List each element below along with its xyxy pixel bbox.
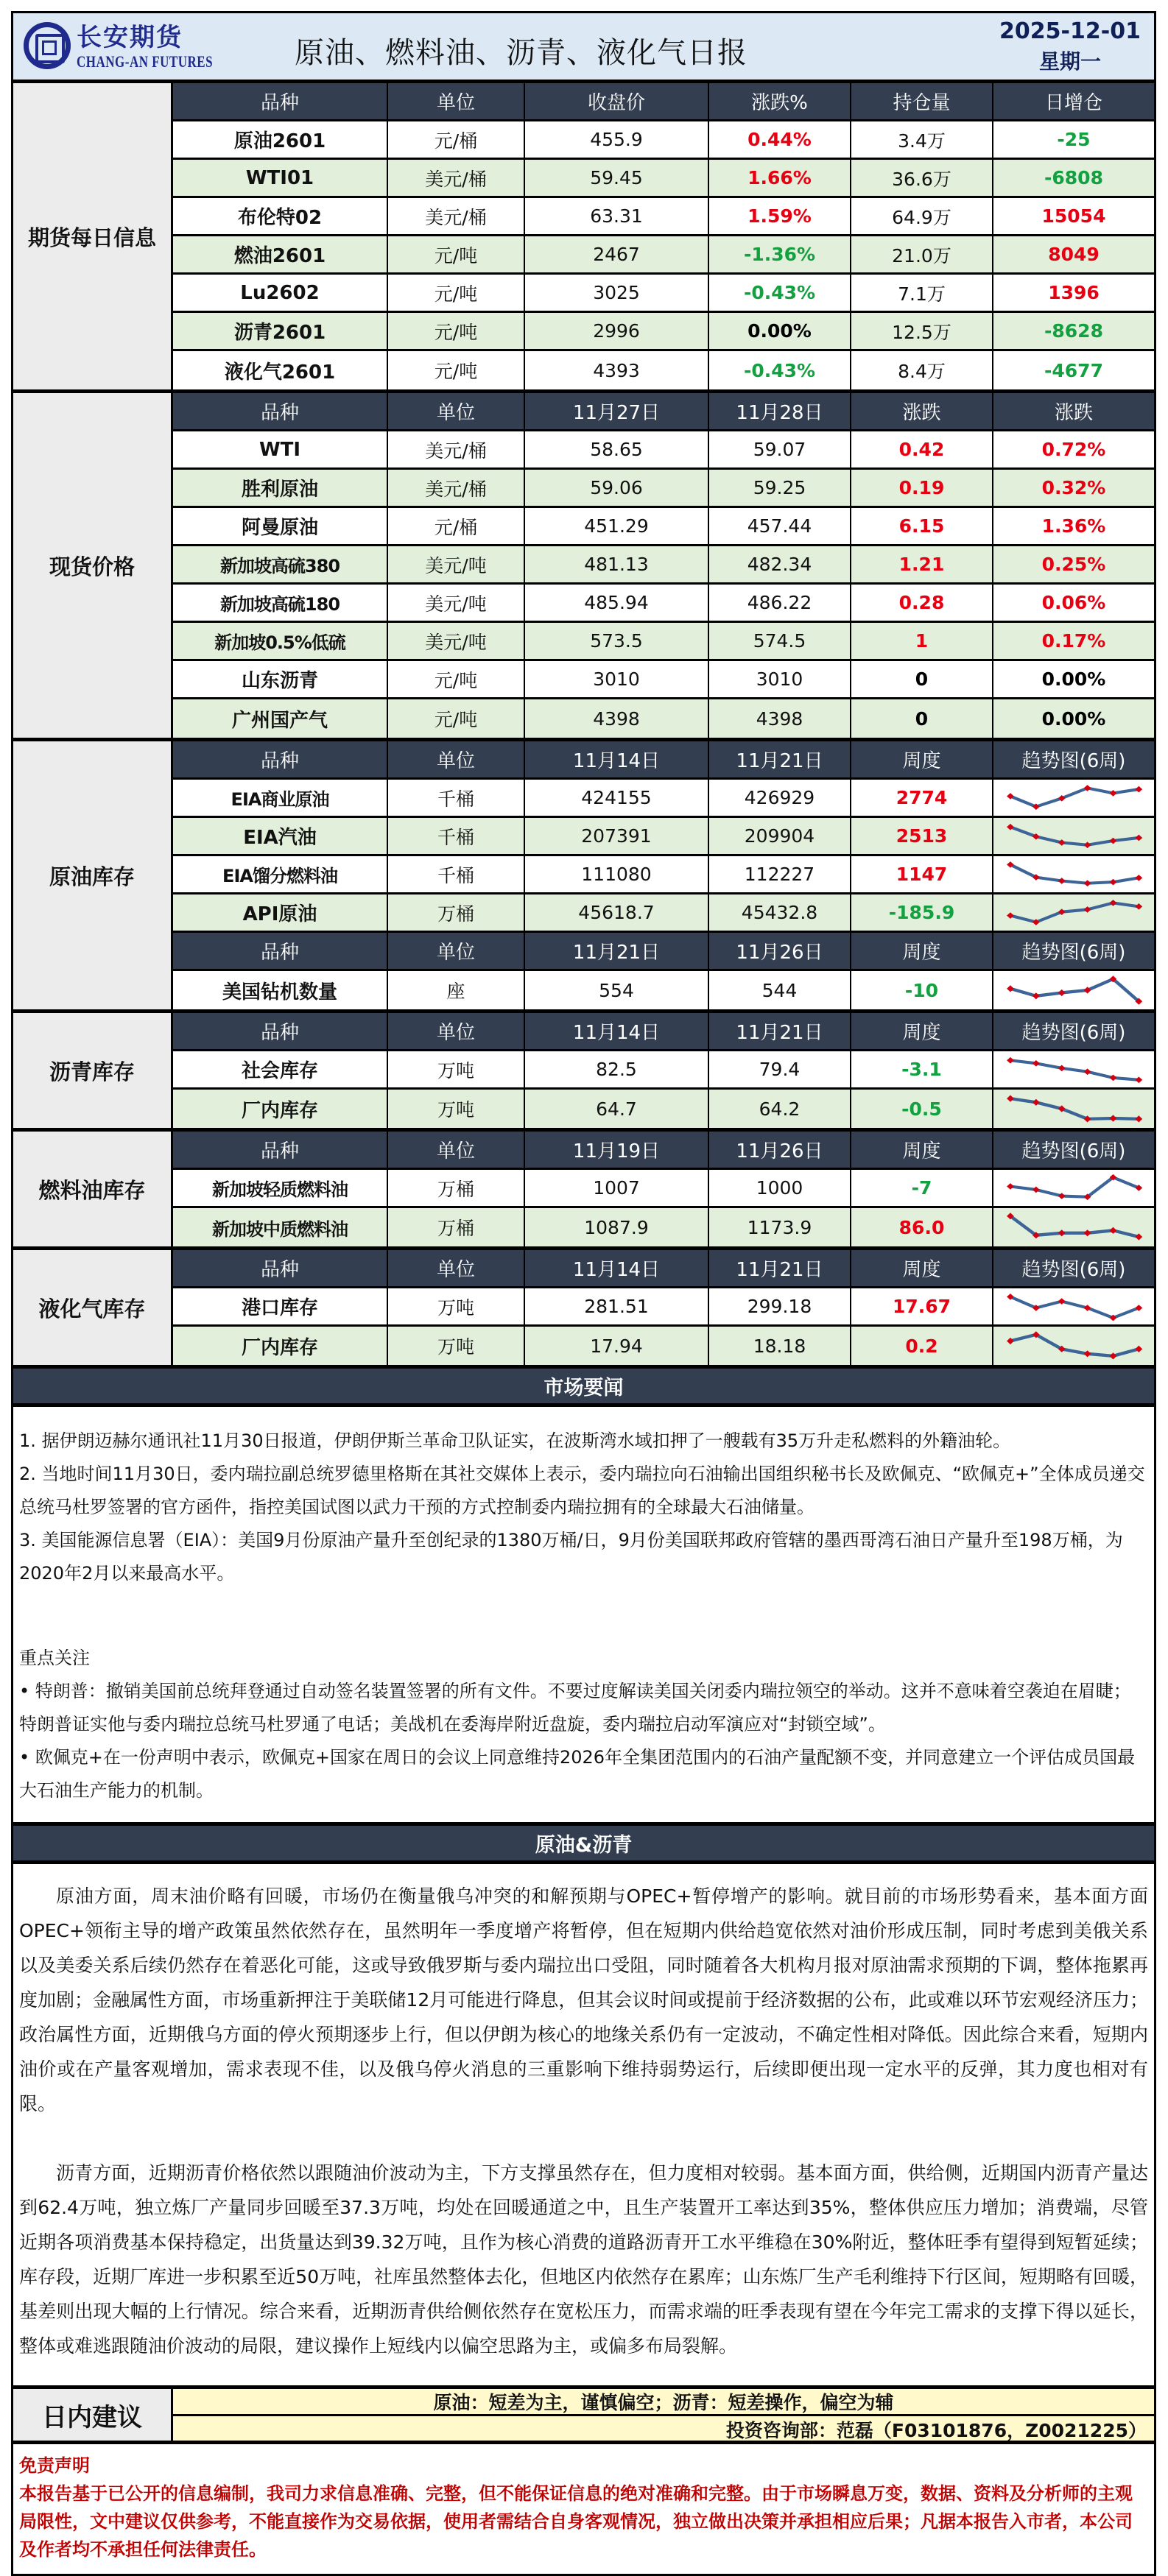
change-pct: 0.00% [1041, 707, 1106, 730]
intraday-advice [13, 2389, 1154, 2444]
trend-chart [993, 1327, 1154, 1365]
open-interest: 8.4万 [851, 351, 993, 389]
unit: 美元/桶 [388, 198, 525, 234]
change-pct: 1.66% [709, 160, 851, 196]
report-date-block [996, 16, 1144, 77]
table-row [173, 894, 1154, 933]
contract-name: 原油2601 [173, 121, 388, 158]
report-title: 原油、燃料油、沥青、液化气日报 [295, 36, 747, 70]
oi-change: -25 [1057, 129, 1091, 150]
unit: 美元/桶 [388, 431, 525, 467]
crude-inventory-table [173, 741, 1154, 1009]
column-header: 品种 [173, 83, 388, 119]
unit: 元/桶 [388, 508, 525, 544]
crude-inventory-section [13, 741, 1154, 1013]
curr-value: 1000 [709, 1170, 851, 1206]
change-pct: 0.72% [1041, 439, 1106, 460]
disclaimer-text: 本报告基于已公开的信息编制，我司力求信息准确、完整，但不能保证信息的绝对准确和完整。由于市场瞬息万变，数据、资料及分析师的主观局限性，文中建议仅供参考，不能直接作为交易依据，使用者需结合自身客观情况，独立做出决策并承担相应后果；凡据本报告入市者，本公司及作者均不承担任何法律责任。 [19, 2483, 1133, 2560]
section-label: 期货每日信息 [13, 83, 173, 389]
logo-cn: 长安期货 [77, 23, 183, 52]
change-pct: 0.00% [709, 313, 851, 349]
advice-label: 日内建议 [13, 2389, 173, 2441]
analysis-body [13, 1864, 1154, 2389]
curr-price: 574.5 [709, 623, 851, 659]
futures-table [173, 83, 1154, 389]
column-header: 品种 [173, 1013, 388, 1049]
weekly-change: 0.2 [851, 1327, 993, 1365]
table-header-row [173, 1013, 1154, 1051]
open-interest: 36.6万 [851, 160, 993, 196]
trend-sparkline [993, 1170, 1154, 1206]
table-row [173, 160, 1154, 198]
prev-value: 17.94 [525, 1327, 709, 1365]
open-interest: 64.9万 [851, 198, 993, 234]
table-row [173, 351, 1154, 389]
open-interest: 3.4万 [851, 121, 993, 158]
unit: 元/桶 [388, 121, 525, 158]
futures-section [13, 83, 1154, 393]
prev-value: 64.7 [525, 1090, 709, 1128]
table-row [173, 585, 1154, 623]
report-header [13, 13, 1154, 83]
trend-chart [993, 1090, 1154, 1128]
column-header: 11月14日 [525, 1250, 709, 1286]
column-header: 11月27日 [525, 393, 709, 429]
table-row [173, 1208, 1154, 1246]
focus-title: 重点关注 [19, 1648, 90, 1668]
column-header: 趋势图(6周) [1021, 1022, 1126, 1044]
trend-sparkline [993, 780, 1154, 816]
column-header: 趋势图(6周) [1021, 942, 1126, 964]
close-price: 59.45 [525, 160, 709, 196]
trend-chart [993, 818, 1154, 854]
unit: 美元/吨 [388, 546, 525, 582]
table-row [173, 236, 1154, 275]
table-row [173, 1090, 1154, 1128]
prev-value: 207391 [525, 818, 709, 854]
prev-price: 3010 [525, 661, 709, 697]
news-item: 3. 美国能源信息署（EIA）：美国9月份原油产量升至创纪录的1380万桶/日，9月份美国联邦政府管辖的墨西哥湾石油日产量升至198万桶，为2020年2月以来最高水平。 [19, 1530, 1123, 1584]
table-row [173, 198, 1154, 236]
prev-price: 481.13 [525, 546, 709, 582]
prev-value: 554 [525, 971, 709, 1009]
open-interest: 21.0万 [851, 236, 993, 272]
trend-chart [993, 1288, 1154, 1324]
product-name: 新加坡高硫380 [173, 546, 388, 582]
item-name: EIA汽油 [173, 818, 388, 854]
unit: 万桶 [388, 1170, 525, 1206]
unit: 千桶 [388, 818, 525, 854]
table-row [173, 856, 1154, 894]
trend-sparkline [993, 1208, 1154, 1246]
trend-sparkline [993, 818, 1154, 854]
asphalt-inventory-section [13, 1013, 1154, 1132]
daily-report [11, 11, 1156, 2576]
column-header: 11月21日 [709, 1250, 851, 1286]
column-header: 11月26日 [709, 933, 851, 969]
column-header: 收盘价 [525, 83, 709, 119]
weekly-change: -185.9 [851, 894, 993, 931]
table-header-row [173, 1132, 1154, 1170]
contract-name: 燃油2601 [173, 236, 388, 272]
change: 0.19 [851, 470, 993, 506]
oi-change: -6808 [1044, 167, 1103, 188]
curr-price: 482.34 [709, 546, 851, 582]
column-header: 品种 [173, 933, 388, 969]
curr-value: 45432.8 [709, 894, 851, 931]
column-header: 周度 [851, 1250, 993, 1286]
curr-price: 4398 [709, 699, 851, 738]
report-date: 2025-12-01 [999, 18, 1141, 44]
unit: 元/吨 [388, 275, 525, 311]
column-header: 周度 [851, 741, 993, 777]
close-price: 2996 [525, 313, 709, 349]
section-label: 燃料油库存 [13, 1132, 173, 1246]
weekly-change: 2774 [851, 780, 993, 816]
prev-price: 573.5 [525, 623, 709, 659]
table-row [173, 121, 1154, 160]
table-row [173, 780, 1154, 818]
contract-name: 液化气2601 [173, 351, 388, 389]
asphalt-inventory-table [173, 1013, 1154, 1128]
column-header: 单位 [388, 1132, 525, 1168]
oi-change: 15054 [1041, 205, 1106, 227]
advice-text: 原油：短差为主，谨慎偏空；沥青：短差操作，偏空为辅 [173, 2389, 1154, 2416]
curr-value: 209904 [709, 818, 851, 854]
prev-price: 58.65 [525, 431, 709, 467]
curr-price: 486.22 [709, 585, 851, 621]
table-row [173, 546, 1154, 585]
column-header: 品种 [173, 1132, 388, 1168]
oi-change: -4677 [1044, 359, 1103, 381]
item-name: 美国钻机数量 [173, 971, 388, 1009]
column-header: 11月21日 [709, 1013, 851, 1049]
trend-chart [993, 1208, 1154, 1246]
change-pct: 0.06% [1041, 592, 1106, 613]
close-price: 455.9 [525, 121, 709, 158]
column-header: 单位 [388, 933, 525, 969]
report-weekday: 星期一 [1038, 49, 1101, 74]
news-item: 1. 据伊朗迈赫尔通讯社11月30日报道，伊朗伊斯兰革命卫队证实，在波斯湾水域扣押了一艘载有35万升走私燃料的外籍油轮。 [19, 1430, 1011, 1451]
column-header: 11月28日 [709, 393, 851, 429]
weekly-change: -3.1 [851, 1051, 993, 1087]
table-row [173, 1288, 1154, 1327]
unit: 万桶 [388, 894, 525, 931]
weekly-change: 86.0 [851, 1208, 993, 1246]
advice-author: 投资咨询部：范磊（F03101876，Z0021225） [725, 2419, 1147, 2441]
disclaimer-title: 免责声明 [19, 2455, 90, 2476]
close-price: 3025 [525, 275, 709, 311]
column-header: 单位 [388, 1013, 525, 1049]
change: 0 [851, 661, 993, 697]
item-name: 厂内库存 [173, 1327, 388, 1365]
trend-sparkline [993, 1051, 1154, 1087]
open-interest: 12.5万 [851, 313, 993, 349]
prev-value: 111080 [525, 856, 709, 892]
trend-sparkline [993, 894, 1154, 931]
product-name: 新加坡高硫180 [173, 585, 388, 621]
change-pct: 0.00% [1041, 668, 1106, 690]
column-header: 涨跌% [709, 83, 851, 119]
change-pct: 0.32% [1041, 477, 1106, 498]
curr-value: 299.18 [709, 1288, 851, 1324]
table-header-row [173, 1250, 1154, 1288]
unit: 万吨 [388, 1090, 525, 1128]
trend-chart [993, 1170, 1154, 1206]
column-header: 涨跌 [851, 393, 993, 429]
crude-analysis: 原油方面，周末油价略有回暖，市场仍在衡量俄乌冲突的和解预期与OPEC+暂停增产的影响。就目前的市场形势看来，基本面方面OPEC+领衔主导的增产政策虽然依然存在，虽然明年一季度增产将暂停，但在短期内供给趋宽依然对油价形成压制，同时考虑到美俄关系以及美委关系后续仍然存在着恶化可能，这或导致俄罗斯与委内瑞拉出口受阻，同时随着各大机构月报对原油需求预期的下调，整体拖累再度加剧；金融属性方面，市场重新押注于美联储12月可能进行降息，但其会议时间或提前于经济数据的公布，此或难以环节宏观经济压力；政治属性方面，近期俄乌方面的停火预期逐步上行，但以伊朗为核心的地缘关系仍有一定波动，不确定性相对降低。因此综合来看，短期内油价或在产量客观增加，需求表现不佳，以及俄乌停火消息的三重影响下维持弱势运行，后续即便出现一定水平的反弹，其力度也相对有限。 [19, 1885, 1148, 2114]
curr-price: 59.07 [709, 431, 851, 467]
close-price: 4393 [525, 351, 709, 389]
table-row [173, 699, 1154, 738]
logo-en: CHANG-AN FUTURES [77, 52, 214, 71]
table-row [173, 313, 1154, 351]
item-name: 新加坡中质燃料油 [173, 1208, 388, 1246]
unit: 元/吨 [388, 351, 525, 389]
trend-sparkline [993, 1090, 1154, 1128]
lpg-inventory-table [173, 1250, 1154, 1365]
column-header: 11月14日 [525, 1013, 709, 1049]
weekly-change: 1147 [851, 856, 993, 892]
close-price: 2467 [525, 236, 709, 272]
column-header: 品种 [173, 1250, 388, 1286]
weekly-change: 2513 [851, 818, 993, 854]
table-header-row [173, 741, 1154, 780]
product-name: 山东沥青 [173, 661, 388, 697]
change-pct: 0.17% [1041, 630, 1106, 652]
column-header: 11月26日 [709, 1132, 851, 1168]
column-header: 单位 [388, 1250, 525, 1286]
curr-value: 64.2 [709, 1090, 851, 1128]
unit: 美元/桶 [388, 470, 525, 506]
column-header: 趋势图(6周) [1021, 750, 1126, 772]
analysis-header: 原油&沥青 [13, 1826, 1154, 1864]
unit: 美元/吨 [388, 585, 525, 621]
change-pct: -0.43% [709, 275, 851, 311]
product-name: 广州国产气 [173, 699, 388, 738]
unit: 元/吨 [388, 661, 525, 697]
table-row [173, 818, 1154, 856]
unit: 万桶 [388, 1208, 525, 1246]
section-label: 沥青库存 [13, 1013, 173, 1128]
change-pct: 1.59% [709, 198, 851, 234]
column-header: 持仓量 [851, 83, 993, 119]
prev-value: 281.51 [525, 1288, 709, 1324]
product-name: 新加坡0.5%低硫 [173, 623, 388, 659]
item-name: EIA馏分燃料油 [173, 856, 388, 892]
unit: 万吨 [388, 1051, 525, 1087]
trend-sparkline [993, 1327, 1154, 1365]
fuel-inventory-table [173, 1132, 1154, 1246]
weekly-change: 17.67 [851, 1288, 993, 1324]
open-interest: 7.1万 [851, 275, 993, 311]
trend-sparkline [993, 971, 1154, 1009]
unit: 元/吨 [388, 236, 525, 272]
curr-value: 426929 [709, 780, 851, 816]
contract-name: WTI01 [173, 160, 388, 196]
item-name: 新加坡轻质燃料油 [173, 1170, 388, 1206]
table-row [173, 470, 1154, 508]
column-header: 品种 [173, 393, 388, 429]
change-pct: 0.44% [709, 121, 851, 158]
trend-chart [993, 780, 1154, 816]
trend-chart [993, 971, 1154, 1009]
item-name: API原油 [173, 894, 388, 931]
curr-value: 1173.9 [709, 1208, 851, 1246]
table-row [173, 508, 1154, 546]
trend-chart [993, 856, 1154, 892]
column-header: 单位 [388, 393, 525, 429]
item-name: EIA商业原油 [173, 780, 388, 816]
spot-section [13, 393, 1154, 741]
unit: 座 [388, 971, 525, 1009]
curr-value: 18.18 [709, 1327, 851, 1365]
unit: 美元/桶 [388, 160, 525, 196]
column-header: 趋势图(6周) [1021, 1259, 1126, 1281]
news-header: 市场要闻 [13, 1369, 1154, 1407]
curr-value: 544 [709, 971, 851, 1009]
table-row [173, 661, 1154, 699]
change: 0 [851, 699, 993, 738]
change: 0.28 [851, 585, 993, 621]
prev-price: 59.06 [525, 470, 709, 506]
trend-sparkline [993, 856, 1154, 892]
product-name: WTI [173, 431, 388, 467]
curr-value: 79.4 [709, 1051, 851, 1087]
table-header-row [173, 393, 1154, 431]
prev-price: 451.29 [525, 508, 709, 544]
column-header: 日增仓 [1044, 92, 1102, 114]
prev-value: 1087.9 [525, 1208, 709, 1246]
weekly-change: -7 [851, 1170, 993, 1206]
column-header: 周度 [851, 1132, 993, 1168]
curr-value: 112227 [709, 856, 851, 892]
prev-price: 485.94 [525, 585, 709, 621]
table-row [173, 971, 1154, 1009]
change: 6.15 [851, 508, 993, 544]
column-header: 涨跌 [1054, 402, 1093, 424]
column-header: 趋势图(6周) [1021, 1140, 1126, 1162]
oi-change: -8628 [1044, 320, 1103, 342]
curr-price: 3010 [709, 661, 851, 697]
oi-change: 1396 [1048, 282, 1100, 303]
unit: 元/吨 [388, 313, 525, 349]
section-label: 原油库存 [13, 741, 173, 1009]
item-name: 厂内库存 [173, 1090, 388, 1128]
item-name: 港口库存 [173, 1288, 388, 1324]
focus-item: • 特朗普：撤销美国前总统拜登通过自动签名装置签署的所有文件。不要过度解读美国关闭委内瑞拉领空的举动。这并不意味着空袭迫在眉睫；特朗普证实他与委内瑞拉总统马杜罗通了电话；美战机在委海岸附近盘旋，委内瑞拉启动军演应对“封锁空域”。 [19, 1681, 1131, 1735]
spot-table [173, 393, 1154, 738]
close-price: 63.31 [525, 198, 709, 234]
change-pct: -1.36% [709, 236, 851, 272]
column-header: 11月21日 [709, 741, 851, 777]
table-row [173, 1051, 1154, 1090]
news-item: 2. 当地时间11月30日，委内瑞拉副总统罗德里格斯在其社交媒体上表示，委内瑞拉向石油输出国组织秘书长及欧佩克、“欧佩克+”全体成员递交总统马杜罗签署的官方函件，指控美国试图以武力干预的方式控制委内瑞拉拥有的全球最大石油储量。 [19, 1464, 1145, 1517]
column-header: 单位 [388, 741, 525, 777]
item-name: 社会库存 [173, 1051, 388, 1087]
product-name: 阿曼原油 [173, 508, 388, 544]
lpg-inventory-section [13, 1250, 1154, 1369]
table-row [173, 1170, 1154, 1208]
unit: 千桶 [388, 856, 525, 892]
table-row [173, 1327, 1154, 1365]
table-row [173, 431, 1154, 470]
prev-value: 82.5 [525, 1051, 709, 1087]
change: 1 [851, 623, 993, 659]
column-header: 11月21日 [525, 933, 709, 969]
prev-value: 424155 [525, 780, 709, 816]
unit: 万吨 [388, 1288, 525, 1324]
column-header: 周度 [851, 933, 993, 969]
weekly-change: -10 [851, 971, 993, 1009]
column-header: 11月19日 [525, 1132, 709, 1168]
contract-name: 布伦特02 [173, 198, 388, 234]
change: 0.42 [851, 431, 993, 467]
table-header-row [173, 83, 1154, 121]
trend-chart [993, 1051, 1154, 1087]
table-row [173, 275, 1154, 313]
unit: 千桶 [388, 780, 525, 816]
product-name: 胜利原油 [173, 470, 388, 506]
unit: 元/吨 [388, 699, 525, 738]
table-row [173, 623, 1154, 661]
disclaimer [13, 2444, 1154, 2574]
column-header: 周度 [851, 1013, 993, 1049]
change-pct: -0.43% [709, 351, 851, 389]
unit: 美元/吨 [388, 623, 525, 659]
trend-sparkline [993, 1288, 1154, 1324]
table-header-row [173, 933, 1154, 971]
fuel-inventory-section [13, 1132, 1154, 1250]
oi-change: 8049 [1048, 244, 1100, 265]
prev-price: 4398 [525, 699, 709, 738]
contract-name: 沥青2601 [173, 313, 388, 349]
asphalt-analysis: 沥青方面，近期沥青价格依然以跟随油价波动为主，下方支撑虽然存在，但力度相对较弱。基本面方面，供给侧，近期国内沥青产量达到62.4万吨，独立炼厂产量同步回暖至37.3万吨，均处在回暖通道之中，且生产装置开工率达到35%，整体供应压力增加；消费端，尽管近期各项消费基本保持稳定，出货量达到39.32万吨，且作为核心消费的道路沥青开工水平维稳在30%附近，整体旺季有望得到短暂延续；库存段，近期厂库进一步积累至近50万吨，社库虽然整体去化，但地区内依然存在累库；山东炼厂生产毛利维持下行区间，短期略有回暖，基差则出现大幅的上行情况。综合来看，近期沥青供给侧依然存在宽松压力，而需求端的旺季表现有望在今年完工需求的支撑下得以延长，整体或难逃跟随油价波动的局限，建议操作上短线内以偏空思路为主，或偏多布局裂解。 [19, 2162, 1148, 2357]
column-header: 11月14日 [525, 741, 709, 777]
prev-value: 45618.7 [525, 894, 709, 931]
change: 1.21 [851, 546, 993, 582]
news-body [13, 1407, 1154, 1826]
focus-item: • 欧佩克+在一份声明中表示，欧佩克+国家在周日的会议上同意维持2026年全集团范围内的石油产量配额不变，并同意建立一个评估成员国最大石油生产能力的机制。 [19, 1747, 1136, 1801]
column-header: 单位 [388, 83, 525, 119]
change-pct: 0.25% [1041, 554, 1106, 575]
change-pct: 1.36% [1041, 515, 1106, 537]
prev-value: 1007 [525, 1170, 709, 1206]
trend-chart [993, 894, 1154, 931]
section-label: 液化气库存 [13, 1250, 173, 1365]
contract-name: Lu2602 [173, 275, 388, 311]
curr-price: 457.44 [709, 508, 851, 544]
section-label: 现货价格 [13, 393, 173, 738]
curr-price: 59.25 [709, 470, 851, 506]
weekly-change: -0.5 [851, 1090, 993, 1128]
unit: 万吨 [388, 1327, 525, 1365]
column-header: 品种 [173, 741, 388, 777]
